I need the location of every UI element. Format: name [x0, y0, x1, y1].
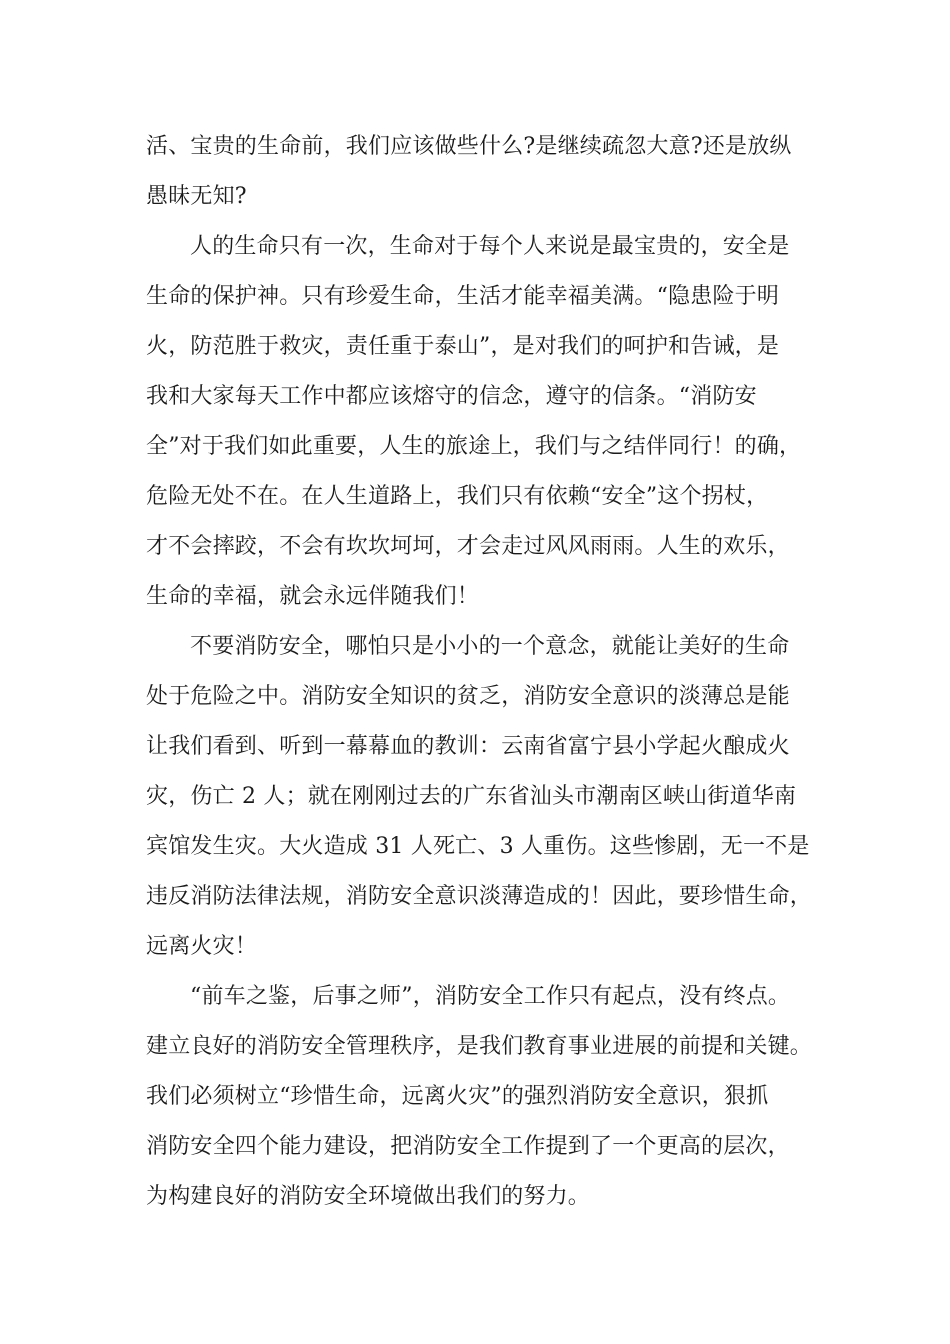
paragraph-first-line: “前车之鉴，后事之师”，消防安全工作只有起点，没有终点。 — [190, 984, 791, 1009]
text-line: 生命的保护神。只有珍爱生命，生活才能幸福美满。“隐患险于明 — [146, 284, 780, 309]
text-line: 火，防范胜于救灾，责任重于泰山”，是对我们的呵护和告诫，是 — [146, 334, 780, 359]
text-line: 我们必须树立“珍惜生命，远离火灾”的强烈消防安全意识，狠抓 — [146, 1084, 769, 1109]
paragraph-first-line: 不要消防安全，哪怕只是小小的一个意念，就能让美好的生命 — [190, 634, 790, 659]
text-line: 灾，伤亡 2 人；就在刚刚过去的广东省汕头市潮南区峡山街道华南 — [146, 784, 797, 809]
paragraph-first-line: 人的生命只有一次，生命对于每个人来说是最宝贵的，安全是 — [190, 234, 790, 259]
text-line: 宾馆发生灾。大火造成 31 人死亡、3 人重伤。这些惨剧，无一不是 — [146, 834, 810, 859]
text-line: 危险无处不在。在人生道路上，我们只有依赖“安全”这个拐杖， — [146, 484, 769, 509]
text-line: 消防安全四个能力建设，把消防安全工作提到了一个更高的层次， — [146, 1134, 790, 1159]
text-line: 生命的幸福，就会永远伴随我们！ — [146, 584, 480, 609]
document-body — [146, 122, 846, 1222]
text-line: 处于危险之中。消防安全知识的贫乏，消防安全意识的淡薄总是能 — [146, 684, 790, 709]
text-line: 让我们看到、听到一幕幕血的教训：云南省富宁县小学起火酿成火 — [146, 734, 790, 759]
text-line: 远离火灾！ — [146, 934, 258, 959]
text-line: 我和大家每天工作中都应该熔守的信念，遵守的信条。“消防安 — [146, 384, 757, 409]
text-line: 全”对于我们如此重要，人生的旅途上，我们与之结伴同行！的确， — [146, 434, 802, 459]
text-line: 活、宝贵的生命前，我们应该做些什么?是继续疏忽大意?还是放纵 — [146, 134, 792, 159]
text-line: 才不会摔跤，不会有坎坎坷坷，才会走过风风雨雨。人生的欢乐， — [146, 534, 790, 559]
text-line: 愚昧无知? — [146, 184, 247, 209]
text-line: 违反消防法律法规，消防安全意识淡薄造成的！因此，要珍惜生命， — [146, 884, 813, 909]
text-line: 建立良好的消防安全管理秩序，是我们教育事业进展的前提和关键。 — [146, 1034, 813, 1059]
text-line: 为构建良好的消防安全环境做出我们的努力。 — [146, 1184, 591, 1209]
